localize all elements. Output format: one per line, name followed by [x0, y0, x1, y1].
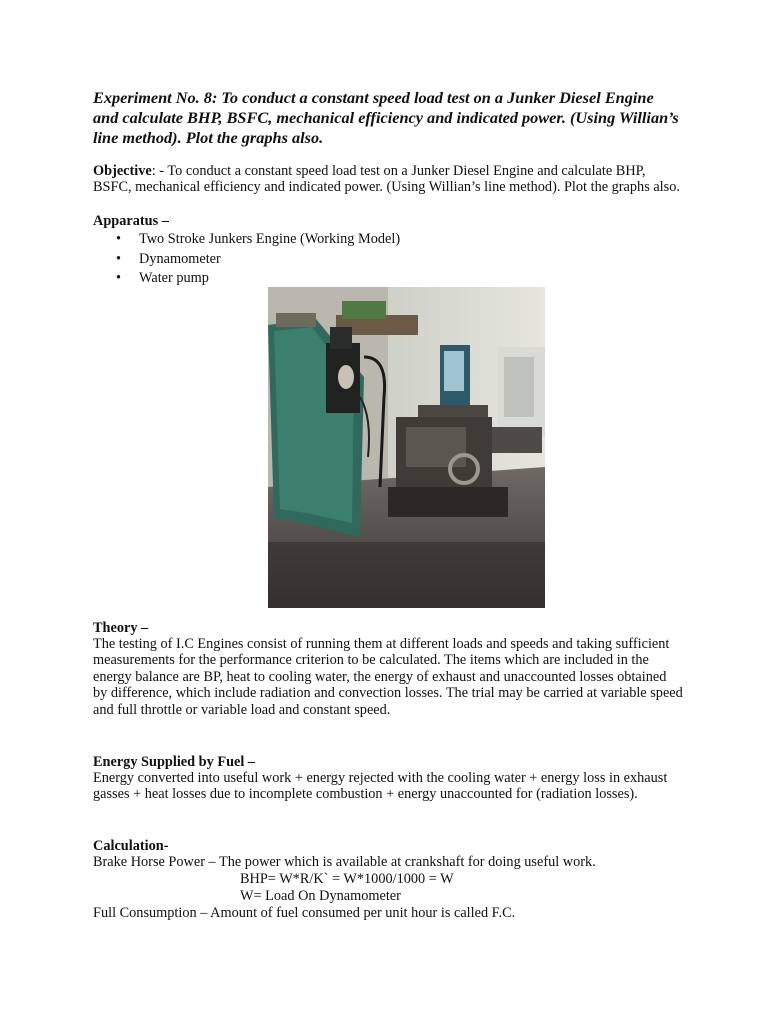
calculation-heading: Calculation-	[93, 838, 169, 854]
engine-photo	[268, 287, 545, 608]
apparatus-item-label: Dynamometer	[139, 250, 221, 267]
bhp-definition: Brake Horse Power – The power which is available at crankshaft for doing useful work.	[93, 854, 596, 870]
list-item	[93, 250, 400, 270]
theory-heading: Theory –	[93, 620, 149, 636]
fc-definition: Full Consumption – Amount of fuel consumed per unit hour is called F.C.	[93, 905, 516, 921]
bullet-icon: •	[116, 270, 122, 287]
list-item	[93, 269, 400, 289]
engine-photo-illustration	[268, 287, 545, 608]
bullet-icon: •	[116, 250, 122, 267]
apparatus-item-label: Two Stroke Junkers Engine (Working Model)	[139, 231, 401, 247]
apparatus-list	[93, 230, 400, 289]
w-definition: W= Load On Dynamometer	[240, 888, 401, 904]
bullet-icon: •	[116, 231, 122, 247]
apparatus-item-label: Water pump	[139, 270, 209, 287]
list-item	[93, 230, 400, 250]
objective-label: Objective	[93, 163, 152, 179]
energy-text: Energy converted into useful work + energy rejected with the cooling water + energy loss in exhaust gasses + heat losses due to incomplete combustion + energy unaccounted for (radiation losses).	[93, 770, 668, 803]
theory-text: The testing of I.C Engines consist of running them at different loads and speeds and taking sufficient measurements for the performance criterion to be calculated. The items which are included in the energy balance are BP, heat to cooling water, the energy of exhaust and unaccounted losses obtained by difference, which include radiation and convection losses. The trial may be carried at variable speed and full throttle or variable load and constant speed.	[93, 636, 683, 718]
objective-paragraph	[93, 163, 683, 196]
experiment-title: Experiment No. 8: To conduct a constant speed load test on a Junker Diesel Engine and calculate BHP, BSFC, mechanical efficiency and indicated power. (Using Willian’s line method). Plot the graphs also.	[93, 88, 679, 147]
objective-text: : - To conduct a constant speed load test on a Junker Diesel Engine and calculate BHP, BSFC, mechanical efficiency and indicated power. (Using Willian’s line method). Plot the graphs also.	[93, 163, 680, 196]
bhp-formula: BHP= W*R/K` = W*1000/1000 = W	[240, 871, 454, 887]
energy-heading: Energy Supplied by Fuel –	[93, 754, 256, 770]
apparatus-heading: Apparatus –	[93, 213, 169, 229]
